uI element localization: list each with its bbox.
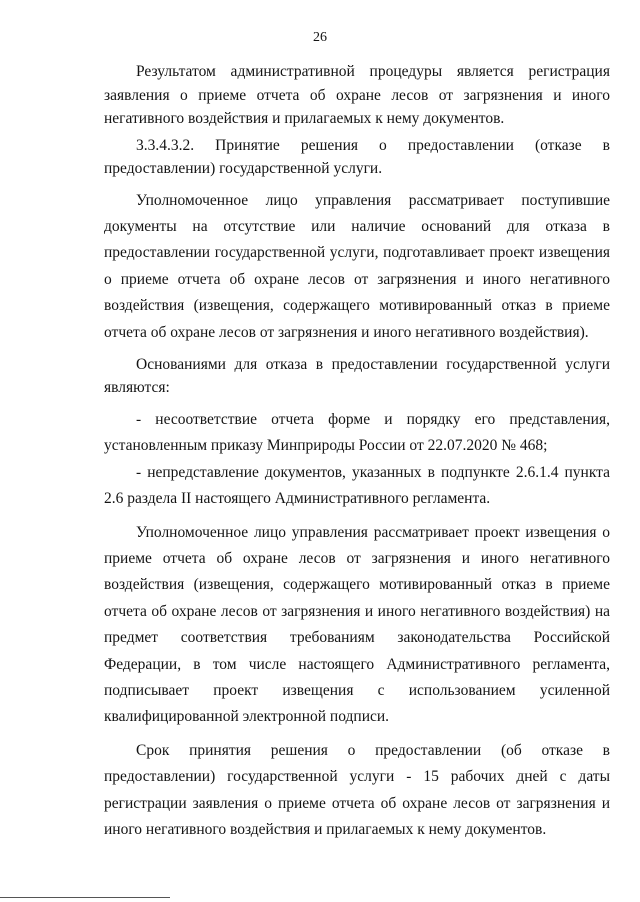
paragraph-review-notice: Уполномоченное лицо управления рассматривает проект извещения о приеме отчета об охране лесов от загрязнения и иного негативного воздействия (извещения, содержащего мотивированный отказ в приеме отчета об охране лесов от загрязнения и иного негативного воздействия) на предмет соответствия требованиям законодательства Российской Федерации, в том числе настоящего Административного регламента, подписывает проект извещения с использованием усиленной квалифицированной электронной подписи.: [104, 523, 610, 726]
paragraph-decision-deadline: Срок принятия решения о предоставлении (об отказе в предоставлении) государственной услуги - 15 рабочих дней с даты регистрации заявления о приеме отчета об охране лесов от загрязнения и иного негативного воздействия и прилагаемых к нему документов.: [104, 741, 610, 839]
footer-rule: [0, 897, 170, 898]
paragraph-result: Результатом административной процедуры является регистрация заявления о приеме отчета об охране лесов от загрязнения и иного негативного воздействия и прилагаемых к нему документов.: [104, 63, 610, 127]
document-body: [104, 60, 610, 843]
paragraph-refusal-grounds: Основаниями для отказа в предоставлении государственной услуги являются:: [104, 355, 610, 397]
list-item-missing-documents: - непредставление документов, указанных в подпункте 2.6.1.4 пункта 2.6 раздела II настоящего Административного регламента.: [104, 463, 610, 508]
page-number: 26: [313, 30, 327, 45]
list-item-nonconformity: - несоответствие отчета форме и порядку его представления, установленным приказу Минприроды России от 22.07.2020 № 468;: [104, 410, 610, 455]
paragraph-section-heading: 3.3.4.3.2. Принятие решения о предоставлении (отказе в предоставлении) государственной услуги.: [104, 136, 610, 177]
paragraph-review-documents: Уполномоченное лицо управления рассматривает поступившие документы на отсутствие или наличие оснований для отказа в предоставлении государственной услуги, подготавливает проект извещения о приеме отчета об охране лесов от загрязнения и иного негативного воздействия (извещения, содержащего мотивированный отказ в приеме отчета об охране лесов от загрязнения и иного негативного воздействия).: [104, 191, 610, 341]
